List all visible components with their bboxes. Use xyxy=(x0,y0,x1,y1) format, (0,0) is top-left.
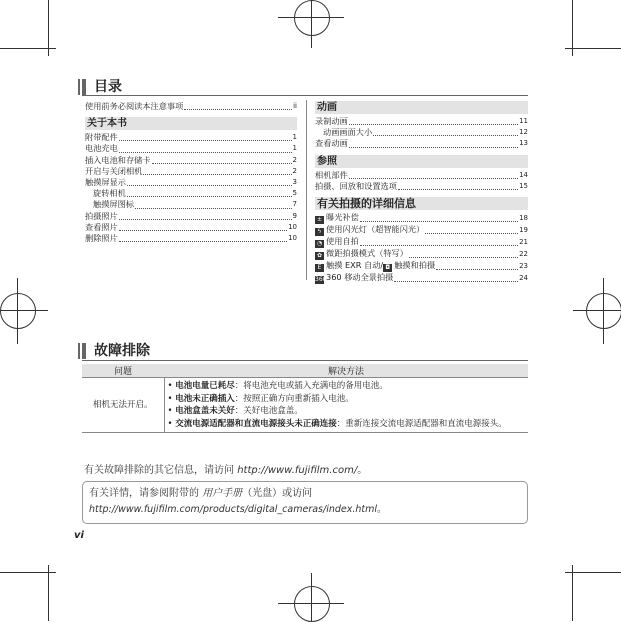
toc-entry[interactable] xyxy=(85,166,297,177)
more-info-url[interactable]: http://www.fujifilm.com/ xyxy=(237,465,358,476)
toc-leader-dots xyxy=(360,221,518,222)
toc-entry[interactable] xyxy=(85,233,297,244)
toc-page-number: 10 xyxy=(288,222,297,231)
col-solution: 解决方法 xyxy=(164,364,528,378)
toc-entry[interactable] xyxy=(85,222,297,233)
toc-entry[interactable] xyxy=(315,248,528,260)
toc-entry-text: 电池充电 xyxy=(85,143,118,154)
toc-entry-title xyxy=(85,143,118,154)
toc-page-number: 1 xyxy=(292,144,297,153)
solution-item: • 电池电量已耗尽：将电池充电或插入充满电的备用电池。 xyxy=(167,381,388,391)
toc-page-number: 5 xyxy=(292,189,297,198)
toc-leader-dots xyxy=(398,189,518,190)
toc-entry-title xyxy=(315,170,348,181)
toc-entry-icon: 360 xyxy=(315,276,327,284)
toc-entry[interactable] xyxy=(85,101,297,112)
toc-entry-icon: ϟ xyxy=(315,228,324,236)
toc-entry-title xyxy=(315,181,397,192)
toc-entry-title xyxy=(85,177,126,188)
solutions-cell xyxy=(164,378,528,433)
toc-entry[interactable] xyxy=(85,143,297,154)
toc-entry-title xyxy=(93,199,134,210)
toc-entry-icon: E xyxy=(315,264,324,272)
toc-entry[interactable] xyxy=(85,211,297,222)
toc-category: 动画 xyxy=(315,101,528,114)
toc-entry-text: 触摸屏图标 xyxy=(93,199,134,210)
notebox-url-suffix: 。 xyxy=(377,504,387,515)
toc-entry-title xyxy=(315,260,435,272)
toc-entry-title xyxy=(315,224,424,236)
toc-entry-title xyxy=(315,212,359,224)
toc-entry-text: 触摸屏显示 xyxy=(85,177,126,188)
more-info-suffix: 。 xyxy=(357,465,368,476)
toc-entry-title xyxy=(85,233,118,244)
toc-entry-title xyxy=(315,138,348,149)
toc-entry[interactable] xyxy=(85,132,297,143)
solution-cause: 电池盒盖未关好 xyxy=(175,406,235,416)
toc-entry-text: 查看动画 xyxy=(315,138,348,149)
toc-leader-dots xyxy=(119,152,292,153)
notebox-line2 xyxy=(89,502,521,518)
toc-page-number: 14 xyxy=(519,170,528,179)
toc-entry-icon: ◔ xyxy=(316,240,323,248)
toc-entry-title xyxy=(85,211,118,222)
toc-leader-dots xyxy=(184,109,292,110)
toc-entry-text: 插入电池和存储卡 xyxy=(85,154,151,165)
toc-page-number: 12 xyxy=(519,128,528,137)
toc-entry-title xyxy=(85,222,118,233)
toc-page-number: 10 xyxy=(288,234,297,243)
toc-leader-dots xyxy=(349,178,518,179)
toc-category: 关于本书 xyxy=(85,117,297,130)
toc-leader-dots xyxy=(135,208,292,209)
toc-entry-text: 使用闪光灯（超智能闪光） xyxy=(326,224,425,235)
trouble-rule xyxy=(82,360,528,361)
toc-leader-dots xyxy=(436,269,518,270)
toc-leader-dots xyxy=(152,163,292,164)
trouble-table xyxy=(82,364,528,433)
solution-cause: 交流电源适配器和直流电源接头未正确连接 xyxy=(175,418,337,429)
toc-entry[interactable] xyxy=(315,138,528,149)
toc-entry-title xyxy=(85,155,151,166)
toc-entry-title xyxy=(85,166,142,177)
toc-entry-text: 拍摄照片 xyxy=(85,210,118,221)
toc-leader-dots xyxy=(409,257,518,258)
notebox xyxy=(82,481,528,524)
toc-page-number: 24 xyxy=(519,273,528,282)
notebox-manual: 用户手册 xyxy=(202,488,243,499)
solution-item: • 电池未正确插入：按照正确方向重新插入电池。 xyxy=(167,393,354,404)
toc-entry-icon: ◘ xyxy=(383,264,392,272)
toc-leader-dots xyxy=(119,230,287,231)
toc-entry[interactable] xyxy=(315,181,528,192)
toc-entry-text: 拍摄、回放和设置选项 xyxy=(315,180,397,191)
solution-item: • 电池盒盖未关好：关好电池盒盖。 xyxy=(167,406,303,416)
toc-leader-dots xyxy=(119,241,287,242)
notebox-url[interactable]: http://www.fujifilm.com/products/digital_cameras/index.html xyxy=(89,504,378,515)
col-problem: 问题 xyxy=(82,364,164,378)
toc-category: 有关拍摄的详细信息 xyxy=(315,197,528,210)
toc-leader-dots xyxy=(349,124,518,125)
toc-page-number: 21 xyxy=(519,237,528,246)
toc-entry[interactable] xyxy=(315,212,528,224)
toc-left-column xyxy=(85,101,297,244)
toc-page-number: 3 xyxy=(292,178,297,187)
toc-entry-title xyxy=(315,236,359,248)
toc-entry-text: 相机部件 xyxy=(315,169,348,180)
toc-page-number: 7 xyxy=(292,200,297,209)
toc-entry-title xyxy=(323,127,372,138)
toc-leader-dots xyxy=(119,219,292,220)
toc-leader-dots xyxy=(349,147,518,148)
notebox-line1 xyxy=(89,486,521,502)
toc-page-number: 13 xyxy=(519,139,528,148)
toc-entry-text: 使用自拍 xyxy=(326,236,359,247)
solution-fix: ：按照正确方向重新插入电池。 xyxy=(234,393,354,404)
toc-entry-text: 开启与关闭相机 xyxy=(85,165,143,176)
toc-entry[interactable] xyxy=(315,272,528,284)
toc-entry[interactable] xyxy=(85,177,297,188)
toc-rule xyxy=(82,95,528,96)
toc-entry[interactable] xyxy=(315,116,528,127)
toc-entry-text: 附带配件 xyxy=(85,132,118,143)
notebox-suffix: （光盘）或访问 xyxy=(242,488,313,499)
toc-right-column xyxy=(315,101,528,284)
toc-leader-dots xyxy=(394,281,518,282)
toc-leader-dots xyxy=(143,174,291,175)
toc-leader-dots xyxy=(127,196,292,197)
toc-entry-text: 删除照片 xyxy=(85,233,118,244)
toc-entry-title xyxy=(93,188,126,199)
toc-entry[interactable] xyxy=(315,236,528,248)
toc-entry-text: 录制动画 xyxy=(315,116,348,126)
toc-leader-dots xyxy=(127,185,292,186)
toc-page-number: 15 xyxy=(519,181,528,190)
toc-entry-text: 触摸 EXR 自动/ xyxy=(326,260,384,271)
more-info-line xyxy=(84,461,367,476)
toc-entry[interactable] xyxy=(315,224,528,236)
toc-page-number: 2 xyxy=(292,155,297,164)
toc-leader-dots xyxy=(360,245,518,246)
toc-entry[interactable] xyxy=(315,170,528,181)
solution-fix: ：将电池充电或插入充满电的备用电池。 xyxy=(234,381,388,391)
page-number: vi xyxy=(74,530,84,541)
solution-fix: ：关好电池盒盖。 xyxy=(234,406,303,416)
toc-entry-text: 360 移动全景拍摄 xyxy=(326,272,394,283)
toc-page-number: 11 xyxy=(519,117,528,125)
toc-entry-title xyxy=(315,248,408,260)
toc-entry-icon: ± xyxy=(316,216,323,224)
notebox-prefix: 有关详情，请参阅附带的 xyxy=(89,488,203,499)
toc-page-number: 9 xyxy=(292,211,297,220)
toc-entry-icon: ✿ xyxy=(316,252,323,260)
solution-cause: 电池未正确插入 xyxy=(175,393,235,404)
more-info-text: 有关故障排除的其它信息，请访问 xyxy=(84,465,238,476)
trouble-title: 故障排除 xyxy=(82,343,150,359)
toc-entry-text: 使用前务必阅读本注意事项 xyxy=(85,101,184,111)
toc-entry[interactable] xyxy=(315,260,528,272)
toc-leader-dots xyxy=(425,233,518,234)
toc-entry-text: 动画画面大小 xyxy=(323,127,373,138)
toc-entry-text: 微距拍摄模式（特写） xyxy=(326,248,408,259)
toc-page-number: 22 xyxy=(519,249,528,258)
toc-entry-title xyxy=(85,101,183,112)
toc-entry[interactable] xyxy=(85,188,297,199)
toc-category: 参照 xyxy=(315,155,528,168)
solution-cause: 电池电量已耗尽 xyxy=(175,381,235,391)
toc-entry[interactable] xyxy=(85,199,297,210)
toc-entry-title xyxy=(315,116,348,127)
toc-entry-text: 曝光补偿 xyxy=(326,212,359,223)
toc-title: 目录 xyxy=(82,79,122,95)
toc-leader-dots xyxy=(373,135,518,136)
toc-page-number: 18 xyxy=(519,213,528,222)
toc-entry-title xyxy=(85,132,118,143)
toc-page-number: 23 xyxy=(519,261,528,270)
toc-entry[interactable] xyxy=(315,127,528,138)
toc-entry-text: 触摸和拍摄 xyxy=(394,260,436,271)
toc-entry-title xyxy=(315,272,393,284)
solution-fix: ：重新连接交流电源适配器和直流电源接头。 xyxy=(336,418,507,429)
toc-page-number: 19 xyxy=(519,225,528,234)
toc-page-number: 1 xyxy=(292,133,297,142)
toc-entry[interactable] xyxy=(85,155,297,166)
toc-column-divider xyxy=(306,100,307,280)
toc-page-number: ii xyxy=(293,102,297,110)
toc-page-number: 2 xyxy=(292,166,297,175)
solution-item: • 交流电源适配器和直流电源接头未正确连接：重新连接交流电源适配器和直流电源接头。 xyxy=(167,418,507,429)
toc-entry-text: 旋转相机 xyxy=(93,188,126,199)
problem-cell: 相机无法开启。 xyxy=(82,378,164,433)
toc-entry-text: 查看照片 xyxy=(85,221,118,232)
toc-leader-dots xyxy=(119,140,292,141)
